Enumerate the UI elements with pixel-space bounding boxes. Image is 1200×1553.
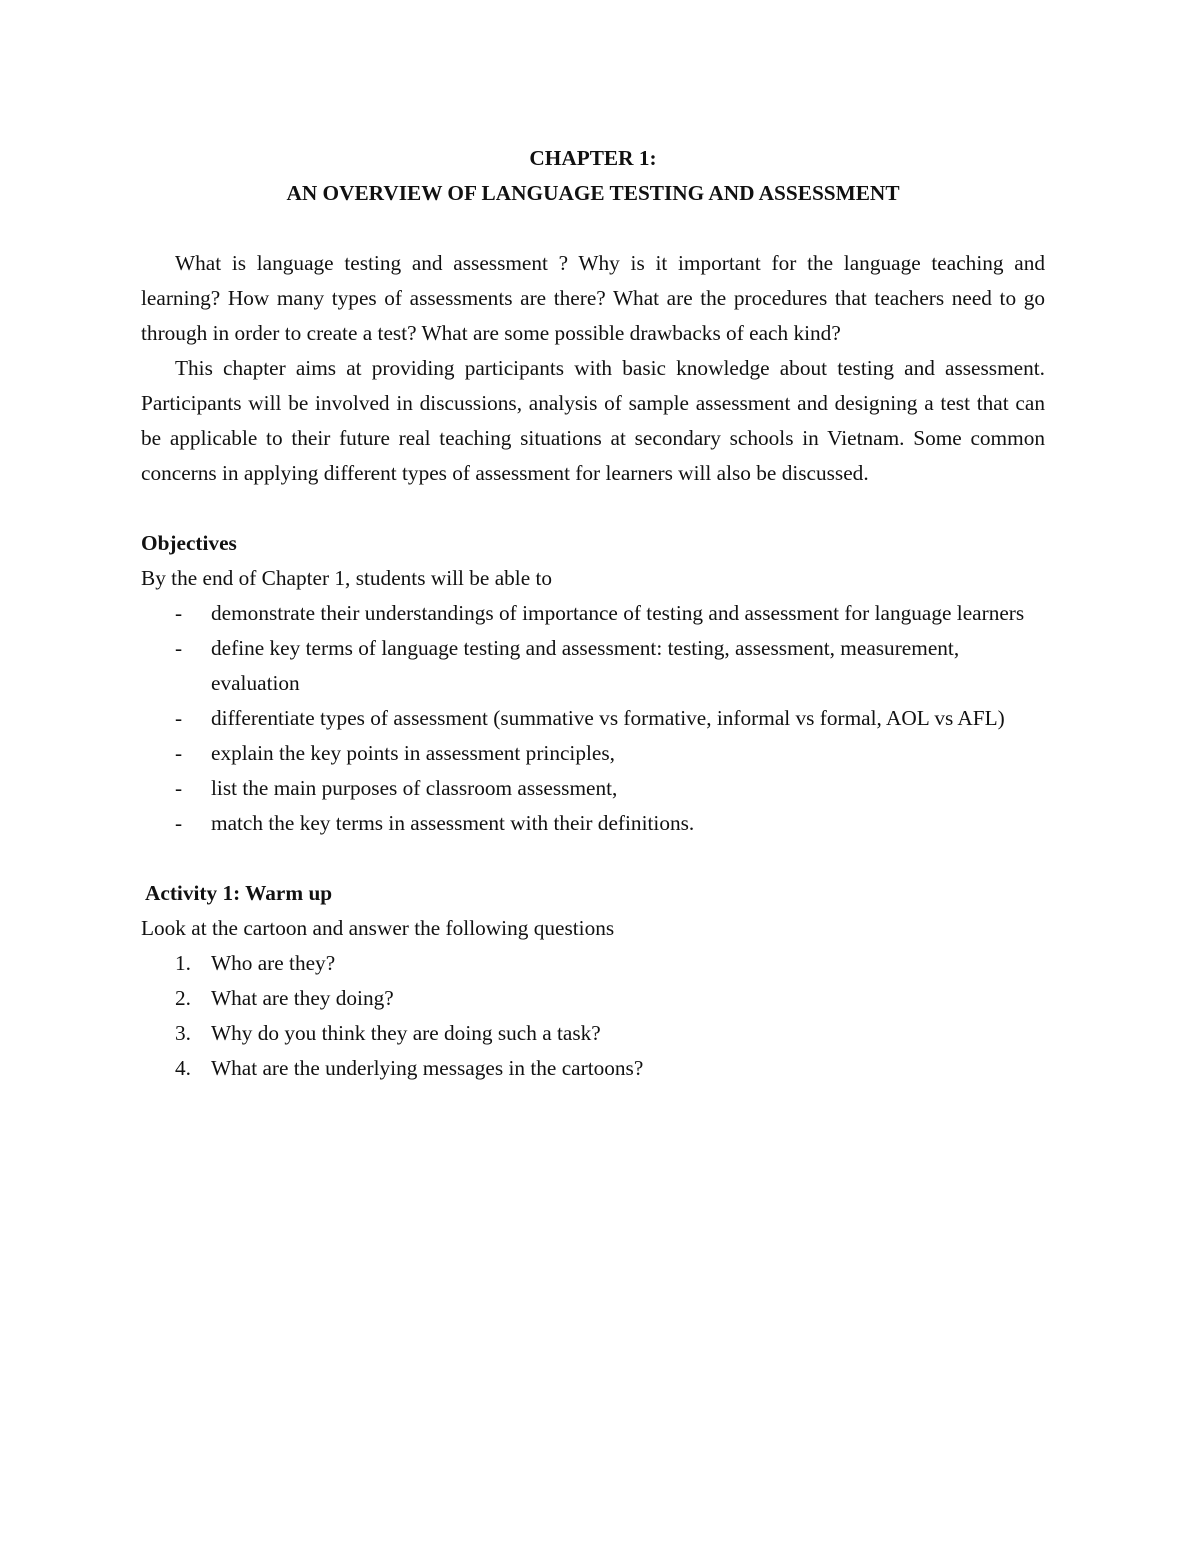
list-marker: - <box>175 706 183 730</box>
activity-heading: Activity 1: Warm up <box>145 881 333 905</box>
document-page <box>141 141 1045 1086</box>
chapter-title: AN OVERVIEW OF LANGUAGE TESTING AND ASSESSMENT <box>286 181 900 205</box>
list-item <box>141 1051 1045 1086</box>
list-marker: - <box>175 776 183 800</box>
list-item-text: demonstrate their understandings of importance of testing and assessment for language learners <box>211 601 1025 625</box>
activity-questions-list <box>141 946 1045 1086</box>
list-item <box>141 981 1045 1016</box>
intro-paragraph: What is language testing and assessment ? Why is it important for the language teaching and learning? How many types of assessments are there? What are the procedures that teachers need to go through in order to create a test? What are some possible drawbacks of each kind? <box>141 251 1045 345</box>
chapter-label: CHAPTER 1: <box>529 146 657 170</box>
objectives-lead: By the end of Chapter 1, students will be able to <box>141 566 553 590</box>
list-number: 3. <box>175 1021 191 1045</box>
list-marker: - <box>175 601 183 625</box>
question-text: Who are they? <box>211 951 336 975</box>
list-item-text: explain the key points in assessment principles, <box>211 741 615 765</box>
list-marker: - <box>175 741 183 765</box>
objectives-list <box>141 596 1045 841</box>
list-number: 1. <box>175 951 191 975</box>
list-marker: - <box>175 811 183 835</box>
list-marker: - <box>175 636 183 660</box>
list-item-text: differentiate types of assessment (summative vs formative, informal vs formal, AOL vs AFL) <box>211 706 1005 730</box>
list-item <box>141 771 1045 806</box>
list-item <box>141 596 1045 631</box>
question-text: What are they doing? <box>211 986 394 1010</box>
list-item-text: define key terms of language testing and assessment: testing, assessment, measurement, evaluation <box>211 636 960 695</box>
list-item <box>141 701 1045 736</box>
list-item <box>141 736 1045 771</box>
list-number: 2. <box>175 986 191 1010</box>
objectives-heading: Objectives <box>141 531 237 555</box>
intro-paragraph: This chapter aims at providing participants with basic knowledge about testing and assessment. Participants will be involved in discussions, analysis of sample assessment and designing a test that can be applicable to their future real teaching situations at secondary schools in Vietnam. Some common concerns in applying different types of assessment for learners will also be discussed. <box>141 356 1045 485</box>
question-text: What are the underlying messages in the cartoons? <box>211 1056 644 1080</box>
list-item-text: list the main purposes of classroom assessment, <box>211 776 618 800</box>
list-item <box>141 631 1045 701</box>
activity-lead: Look at the cartoon and answer the following questions <box>141 916 615 940</box>
list-item <box>141 806 1045 841</box>
list-item <box>141 1016 1045 1051</box>
list-item <box>141 946 1045 981</box>
list-item-text: match the key terms in assessment with their definitions. <box>211 811 695 835</box>
question-text: Why do you think they are doing such a task? <box>211 1021 601 1045</box>
list-number: 4. <box>175 1056 191 1080</box>
